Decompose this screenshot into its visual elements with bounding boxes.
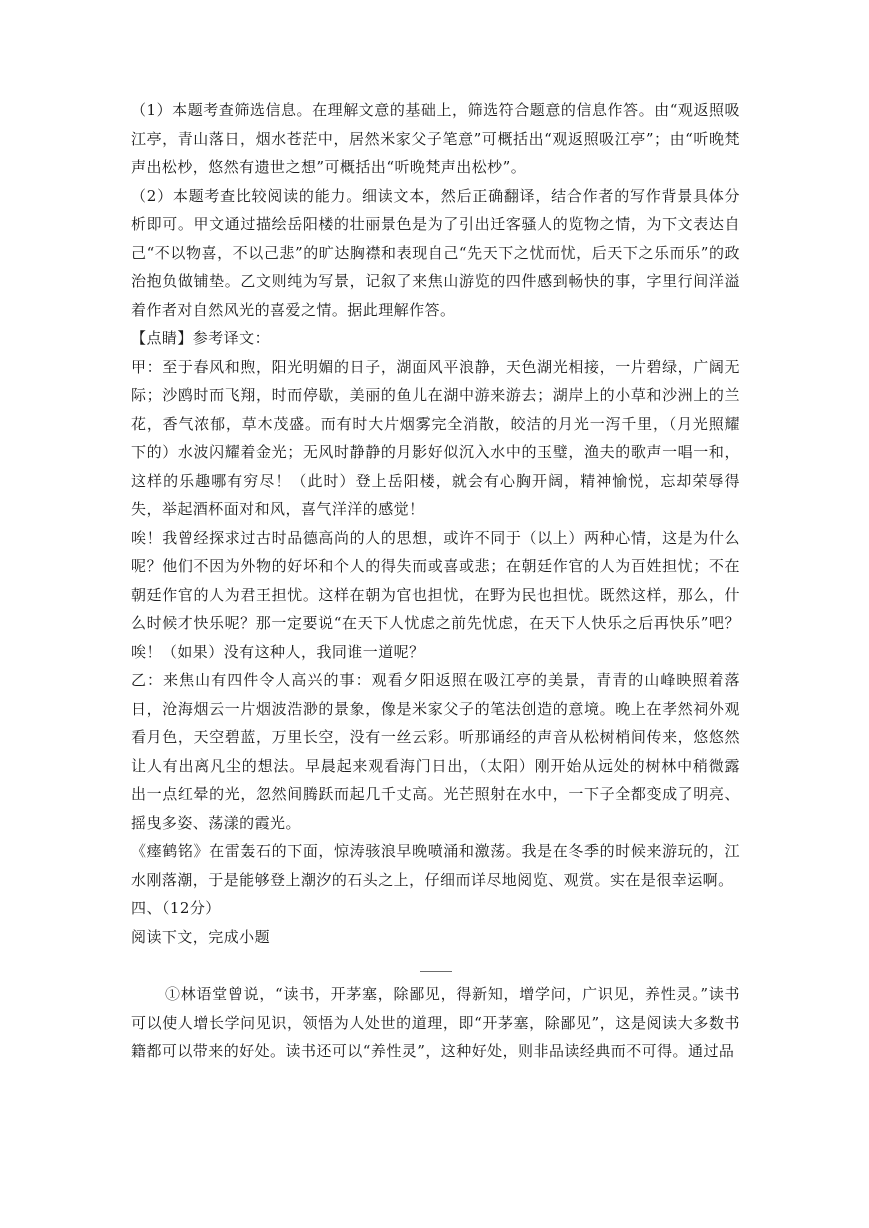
answer-q2: （2）本题考查比较阅读的能力。细读文本，然后正确翻译，结合作者的写作背景具体分析即可。甲文通过描绘岳阳楼的壮丽景色是为了引出迁客骚人的览物之情，为下文表达自己“不以物喜，不以己悲”的旷达胸襟和表现自己“先天下之忧而忧，后天下之乐而乐”的政治抱负做铺垫。乙文则纯为写景，记叙了来焦山游览的四件感到畅快的事，字里行间洋溢着作者对自然风光的喜爱之情。据此理解作答。	[131, 186, 740, 319]
section-divider	[420, 971, 452, 972]
dianjing-heading: 【点睛】参考译文：	[131, 329, 271, 347]
translation-jia-paragraph-2: 唉！我曾经探求过古时品德高尚的人的思想，或许不同于（以上）两种心情，这是为什么呢？他们不因为外物的好坏和个人的得失而或喜或悲；在朝廷作官的人为百姓担忧；不在朝廷作官的人为君王担忧。这样在朝为官也担忧，在野为民也担忧。既然这样，那么，什么时候才快乐呢？那一定要说“在天下人忧虑之前先忧虑，在天下人快乐之后再快乐”吧？唉！（如果）没有这种人，我同谁一道呢？	[131, 528, 740, 661]
answer-q1: （1）本题考查筛选信息。在理解文意的基础上，筛选符合题意的信息作答。由“观返照吸江亭，青山落日，烟水苍茫中，居然米家父子笔意”可概括出“观返照吸江亭”；由“听晚梵声出松杪，悠然有遗世之想”可概括出“听晚梵声出松杪”。	[131, 101, 740, 176]
section-four-title: 四、（12分）	[131, 899, 221, 917]
translation-yi-paragraph-2: 《瘗鹤铭》在雷轰石的下面，惊涛骇浪早晚喷涌和激荡。我是在冬季的时候来游玩的，江水刚落潮，于是能够登上潮汐的石头之上，仔细而详尽地阅览、观赏。实在是很幸运啊。	[131, 842, 740, 889]
translation-jia-paragraph-1: 甲：至于春风和煦，阳光明媚的日子，湖面风平浪静，天色湖光相接，一片碧绿，广阔无际；沙鸥时而飞翔，时而停歇，美丽的鱼儿在湖中游来游去；湖岸上的小草和沙洲上的兰花，香气浓郁，草木茂盛。而有时大片烟雾完全消散，皎洁的月光一泻千里，（月光照耀下的）水波闪耀着金光；无风时静静的月影好似沉入水中的玉璧，渔夫的歌声一唱一和，这样的乐趣哪有穷尽！（此时）登上岳阳楼，就会有心胸开阔，精神愉悦，忘却荣辱得失，举起酒杯面对和风，喜气洋洋的感觉！	[131, 357, 740, 518]
section-four-instruction: 阅读下文，完成小题	[131, 927, 271, 946]
document-page	[131, 96, 740, 1066]
reading-passage-paragraph-1: ①林语堂曾说，“读书，开茅塞，除鄙见，得新知，增学问，广识见，养性灵。”读书可以使人增长学问见识，领悟为人处世的道理，即“开茅塞，除鄙见”，这是阅读大多数书籍都可以带来的好处。读书还可以“养性灵”，这种好处，则非品读经典而不可得。通过品	[131, 985, 740, 1060]
translation-yi-paragraph-1: 乙：来焦山有四件令人高兴的事：观看夕阳返照在吸江亭的美景，青青的山峰映照着落日，沧海烟云一片烟波浩渺的景象，像是米家父子的笔法创造的意境。晚上在孝然祠外观看月色，天空碧蓝，万里长空，没有一丝云彩。听那诵经的声音从松树梢间传来，悠悠然让人有出离凡尘的想法。早晨起来观看海门日出，（太阳）刚开始从远处的树林中稍微露出一点红晕的光，忽然间腾跃而起几千丈高。光芒照射在水中，一下子全都变成了明亮、摇曳多姿、荡漾的霞光。	[131, 671, 740, 832]
